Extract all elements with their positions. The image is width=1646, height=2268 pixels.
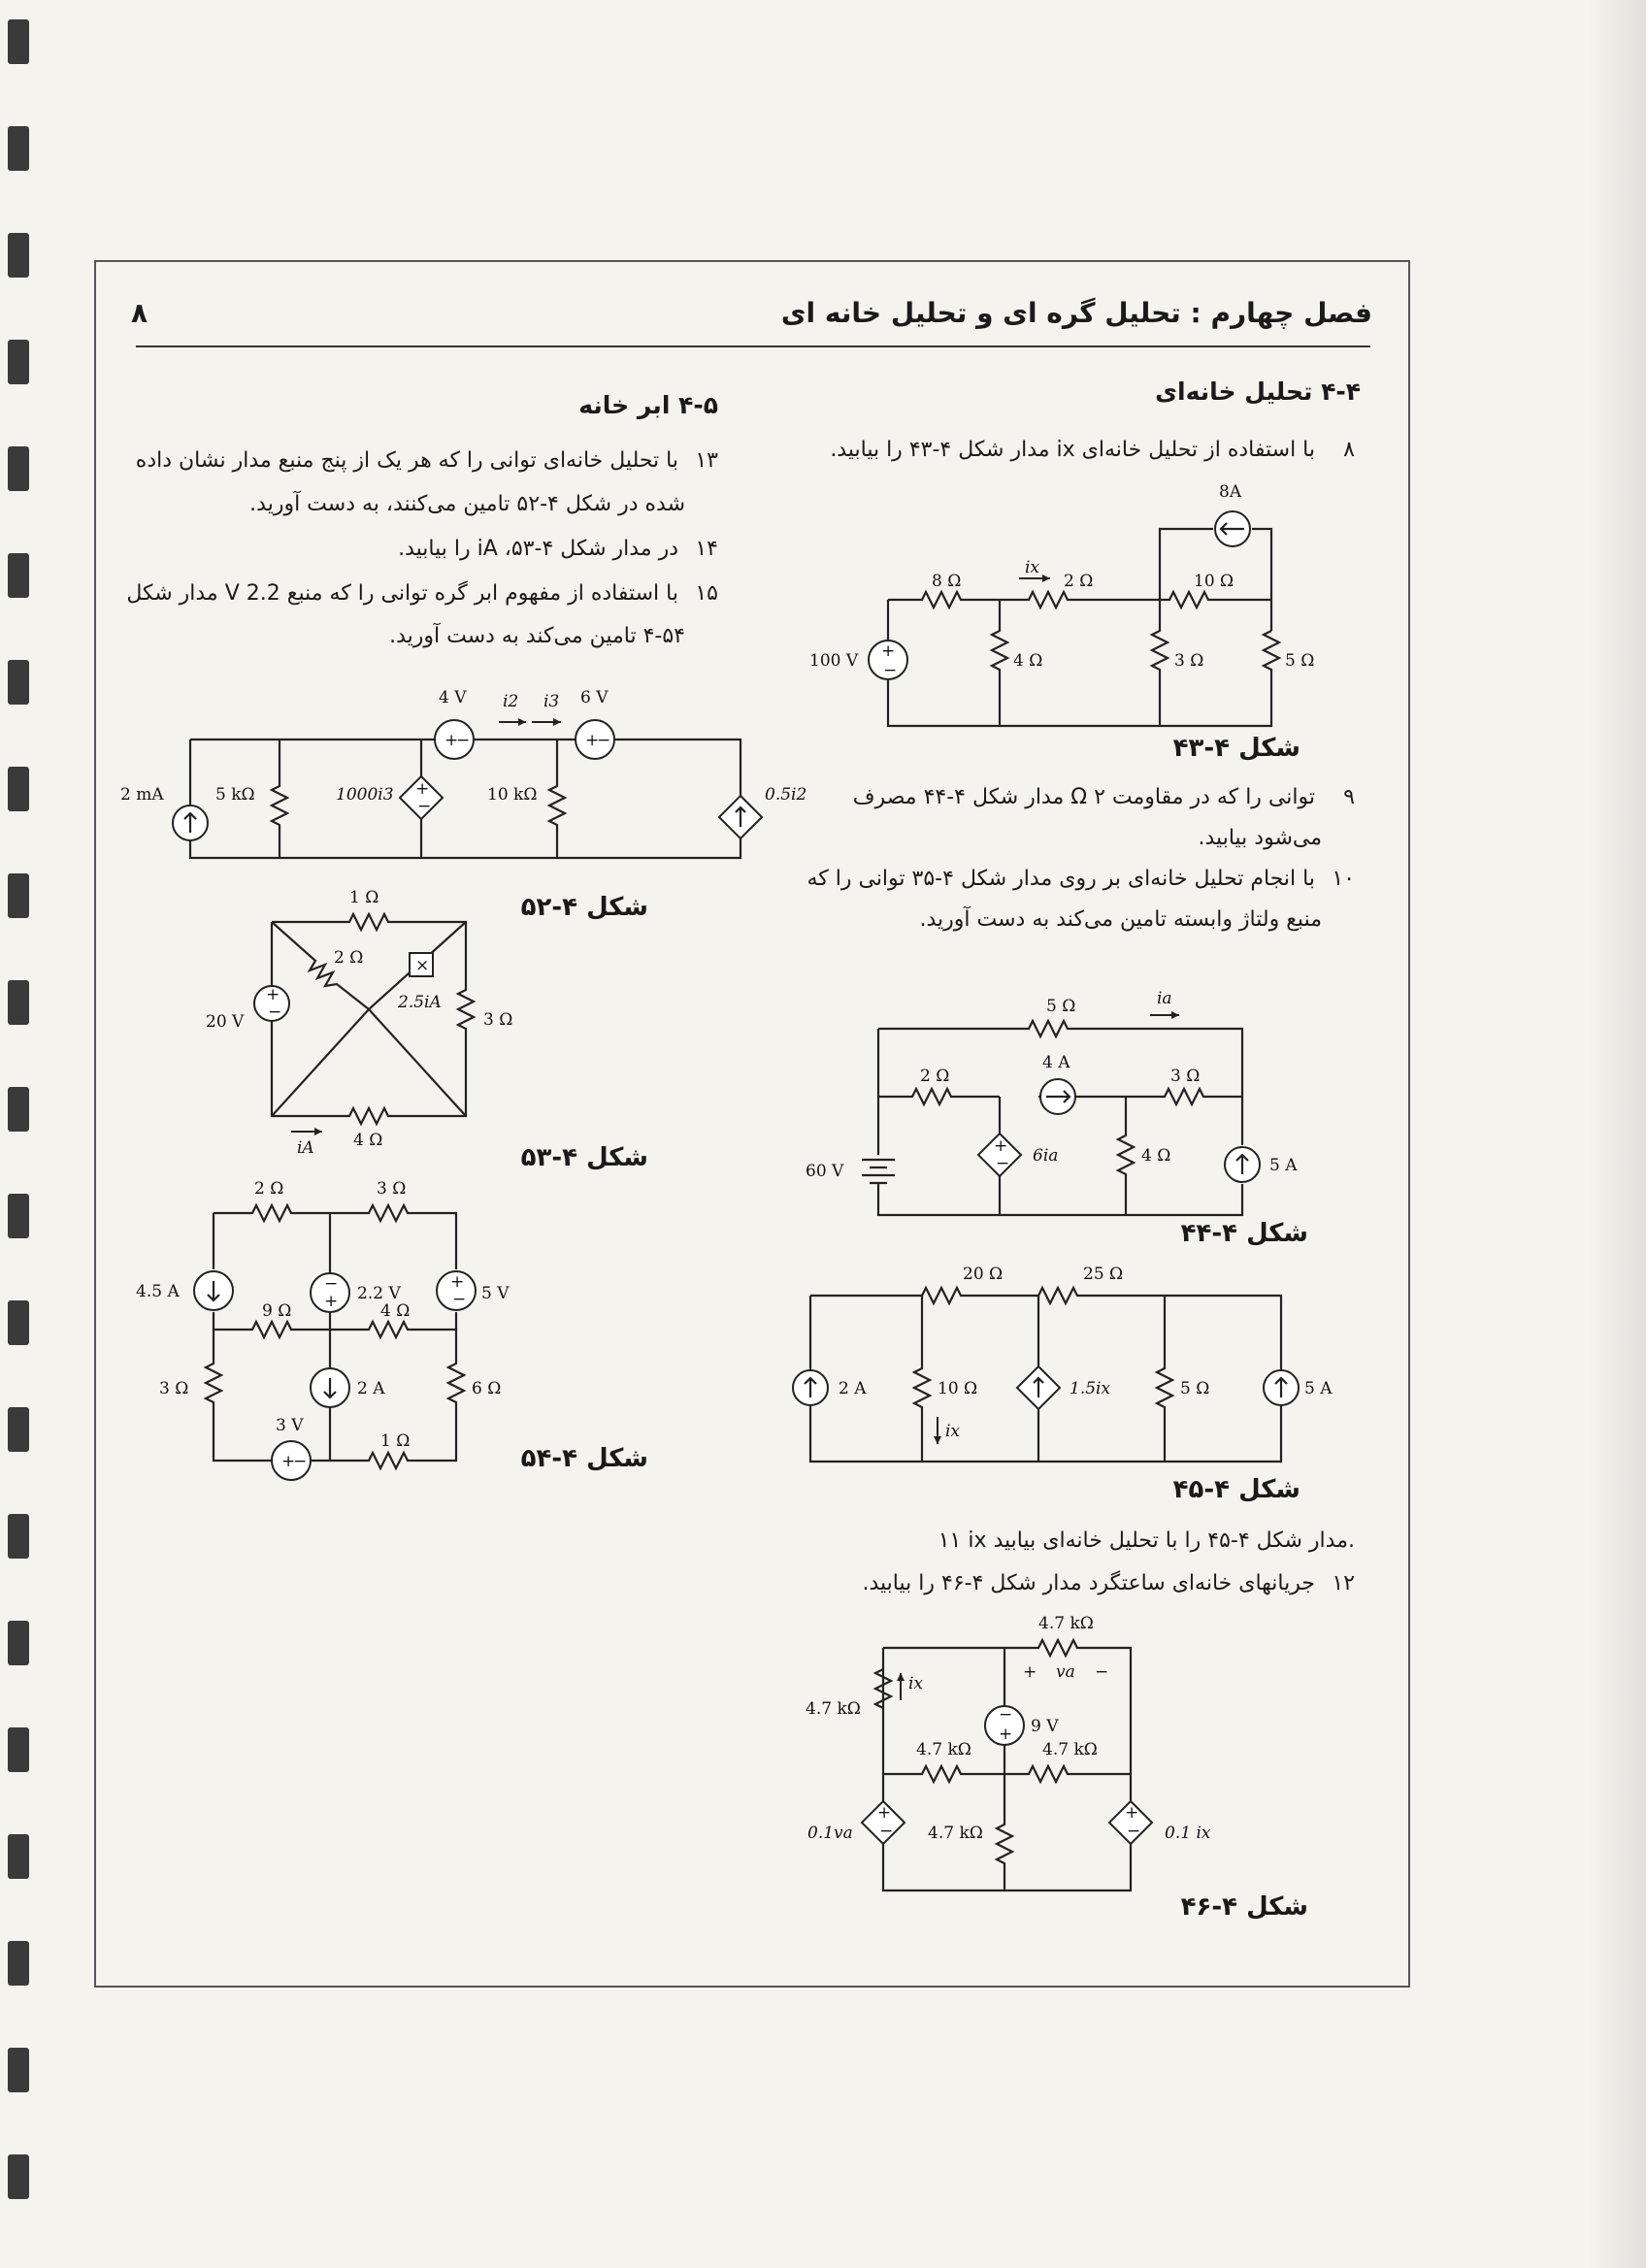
svg-text:+: + bbox=[281, 1452, 296, 1471]
label-4a: 4 A bbox=[1042, 1053, 1070, 1072]
label-r5: 5 Ω bbox=[1046, 997, 1076, 1016]
problem-number: ۱۰ bbox=[1332, 867, 1355, 891]
label-r2: 2 Ω bbox=[920, 1067, 950, 1086]
label-r8: 8 Ω bbox=[932, 572, 962, 591]
caption-fig-4-54: شکل ۴-۵۴ bbox=[520, 1444, 648, 1473]
label-i3: i3 bbox=[543, 692, 560, 711]
spiral-binding bbox=[8, 0, 33, 2268]
figure-4-45 bbox=[796, 1252, 1339, 1475]
label-r5: 5 Ω bbox=[1180, 1379, 1210, 1398]
label-r3-top: 3 Ω bbox=[377, 1179, 407, 1199]
problem-number: ۹ bbox=[1343, 785, 1355, 809]
svg-text:−: − bbox=[293, 1452, 308, 1471]
label-r2: 2 Ω bbox=[334, 948, 364, 968]
problem-14 bbox=[398, 530, 718, 569]
label-20v: 20 V bbox=[206, 1012, 245, 1032]
problem-number: ۱۱ bbox=[938, 1528, 962, 1553]
label-r3: 3 Ω bbox=[1174, 651, 1204, 671]
problem-text: با استفاده از مفهوم ابر گره توانی را که منبع 2.2 V مدار شکل bbox=[126, 581, 678, 606]
label-i2: i2 bbox=[503, 692, 519, 711]
label-r25: 25 Ω bbox=[1083, 1265, 1124, 1284]
label-r4: 4 Ω bbox=[353, 1131, 383, 1150]
figure-4-44 bbox=[796, 990, 1339, 1223]
label-6v: 6 V bbox=[580, 688, 609, 707]
label-8a: 8A bbox=[1219, 482, 1242, 502]
svg-text:−: − bbox=[1127, 1822, 1141, 1841]
label-r4: 4 Ω bbox=[1013, 651, 1043, 671]
section-title-mesh: ۴-۴ تحلیل خانه‌ای bbox=[1155, 378, 1361, 406]
svg-text:−: − bbox=[597, 731, 611, 750]
label-r6: 6 Ω bbox=[472, 1379, 502, 1398]
label-0-5i2: 0.5i2 bbox=[765, 785, 807, 805]
label-r10: 10 Ω bbox=[938, 1379, 978, 1398]
label-3v: 3 V bbox=[276, 1416, 304, 1435]
label-ix: ix bbox=[1025, 558, 1040, 577]
label-60v: 60 V bbox=[806, 1162, 844, 1181]
label-r1: 1 Ω bbox=[380, 1431, 411, 1451]
svg-text:+: + bbox=[266, 985, 280, 1004]
svg-text:−: − bbox=[456, 731, 471, 750]
svg-text:+: + bbox=[450, 1272, 465, 1292]
svg-text:−: − bbox=[879, 1822, 894, 1841]
label-2-5ia: 2.5iA bbox=[398, 993, 442, 1012]
problem-number: ۱۵ bbox=[695, 581, 718, 606]
label-5a: 5 A bbox=[1269, 1156, 1298, 1175]
label-ia: iA bbox=[297, 1138, 314, 1158]
label-minus: − bbox=[1095, 1662, 1109, 1682]
section-title-supermesh: ۴-۵ ابر خانه bbox=[578, 391, 718, 419]
problem-11 bbox=[928, 1522, 1355, 1561]
caption-fig-4-52: شکل ۴-۵۲ bbox=[520, 893, 648, 922]
caption-fig-4-53: شکل ۴-۵۳ bbox=[520, 1143, 648, 1172]
figure-4-52 bbox=[115, 679, 807, 873]
problem-13 bbox=[136, 442, 718, 480]
figure-4-46 bbox=[796, 1611, 1262, 1902]
label-r1: 1 Ω bbox=[349, 888, 379, 907]
svg-text:−: − bbox=[999, 1705, 1013, 1725]
label-r-mid1: 4.7 kΩ bbox=[916, 1740, 971, 1759]
svg-text:−: − bbox=[268, 1003, 282, 1022]
problem-9 bbox=[853, 778, 1355, 817]
label-va: va bbox=[1056, 1662, 1075, 1682]
label-4v: 4 V bbox=[439, 688, 467, 707]
label-r-top: 4.7 kΩ bbox=[1038, 1614, 1094, 1633]
label-6ia: 6ia bbox=[1033, 1146, 1059, 1166]
label-ia: ia bbox=[1157, 989, 1172, 1008]
problem-text: با استفاده از تحلیل خانه‌ای ix مدار شکل ۴-۴۳ را بیابید. bbox=[830, 438, 1315, 462]
problem-text: ix مدار شکل ۴-۴۵ را با تحلیل خانه‌ای بیابید. bbox=[968, 1528, 1355, 1553]
label-4-5a: 4.5 A bbox=[136, 1282, 180, 1301]
svg-text:+: + bbox=[1125, 1803, 1139, 1823]
header-rule bbox=[136, 345, 1370, 347]
svg-text:−: − bbox=[452, 1290, 467, 1309]
label-r2: 2 Ω bbox=[254, 1179, 284, 1199]
problem-10 bbox=[807, 860, 1355, 899]
label-2-2v: 2.2 V bbox=[357, 1284, 401, 1303]
label-r2: 2 Ω bbox=[1064, 572, 1094, 591]
svg-text:+: + bbox=[585, 731, 600, 750]
label-r9: 9 Ω bbox=[262, 1301, 292, 1321]
svg-text:+: + bbox=[999, 1725, 1013, 1744]
label-plus: + bbox=[1023, 1662, 1037, 1682]
svg-text:−: − bbox=[996, 1154, 1010, 1173]
svg-text:+: + bbox=[324, 1292, 339, 1311]
svg-text:+: + bbox=[881, 641, 896, 661]
label-ix: ix bbox=[945, 1422, 961, 1441]
problem-number: ۸ bbox=[1343, 438, 1355, 462]
problem-text: توانی را که در مقاومت Ω ۲ مدار شکل ۴-۴۴ مصرف bbox=[852, 785, 1315, 809]
svg-text:+: + bbox=[444, 731, 459, 750]
problem-15-line2: ۴-۵۴ تامین می‌کند به دست آورید. bbox=[389, 624, 685, 648]
label-5k: 5 kΩ bbox=[215, 785, 255, 805]
svg-text:+: + bbox=[877, 1803, 892, 1823]
label-r4: 4 Ω bbox=[1141, 1146, 1171, 1166]
page-number: ۸ bbox=[131, 297, 148, 329]
label-r-left: 4.7 kΩ bbox=[806, 1699, 861, 1719]
label-ix: ix bbox=[908, 1674, 924, 1693]
label-9v: 9 V bbox=[1031, 1717, 1059, 1736]
caption-fig-4-43: شکل ۴-۴۳ bbox=[1172, 734, 1300, 763]
label-2ma: 2 mA bbox=[120, 785, 164, 805]
label-r3: 3 Ω bbox=[483, 1010, 513, 1030]
label-r3: 3 Ω bbox=[159, 1379, 189, 1398]
chapter-title: فصل چهارم : تحلیل گره ای و تحلیل خانه ای bbox=[780, 297, 1372, 329]
caption-fig-4-45: شکل ۴-۴۵ bbox=[1172, 1475, 1300, 1504]
problem-number: ۱۲ bbox=[1332, 1571, 1355, 1595]
problem-8 bbox=[830, 431, 1355, 470]
problem-number: ۱۴ bbox=[695, 537, 718, 561]
problem-number: ۱۳ bbox=[695, 448, 718, 473]
svg-text:−: − bbox=[324, 1274, 339, 1294]
label-r-bm: 4.7 kΩ bbox=[928, 1824, 983, 1843]
problem-12 bbox=[863, 1564, 1356, 1603]
label-5v: 5 V bbox=[481, 1284, 510, 1303]
problem-text: در مدار شکل ۴-۵۳، iA را بیابید. bbox=[398, 537, 678, 561]
problem-text: با تحلیل خانه‌ای توانی را که هر یک از پنج منبع مدار نشان داده bbox=[135, 448, 678, 473]
label-0-1va: 0.1va bbox=[807, 1824, 853, 1843]
problem-15 bbox=[126, 575, 718, 613]
problem-10-line2: منبع ولتاژ وابسته تامین می‌کند به دست آورید. bbox=[919, 907, 1322, 932]
page-edge-shadow bbox=[1588, 0, 1646, 2268]
label-5a: 5 A bbox=[1304, 1379, 1333, 1398]
label-r5: 5 Ω bbox=[1285, 651, 1315, 671]
svg-text:×: × bbox=[415, 956, 430, 975]
svg-text:+: + bbox=[994, 1136, 1008, 1156]
label-r3: 3 Ω bbox=[1170, 1067, 1201, 1086]
svg-text:−: − bbox=[883, 661, 898, 680]
label-1000i3: 1000i3 bbox=[336, 785, 394, 805]
svg-text:+: + bbox=[415, 779, 430, 799]
caption-fig-4-46: شکل ۴-۴۶ bbox=[1180, 1892, 1308, 1922]
problem-9-line2: می‌شود بیابید. bbox=[1198, 826, 1322, 850]
label-10k: 10 kΩ bbox=[487, 785, 538, 805]
svg-text:−: − bbox=[417, 797, 432, 816]
label-r-mid2: 4.7 kΩ bbox=[1042, 1740, 1098, 1759]
figure-4-53 bbox=[194, 883, 543, 1158]
label-2a: 2 A bbox=[357, 1379, 385, 1398]
figure-4-43 bbox=[796, 482, 1339, 738]
label-r10: 10 Ω bbox=[1194, 572, 1234, 591]
label-r20: 20 Ω bbox=[963, 1265, 1004, 1284]
label-0-1ix: 0.1 ix bbox=[1165, 1824, 1211, 1843]
label-1-5ix: 1.5ix bbox=[1070, 1379, 1111, 1398]
problem-13-line2: شده در شکل ۴-۵۲ تامین می‌کنند، به دست آورید. bbox=[249, 492, 685, 516]
figure-4-54 bbox=[126, 1174, 534, 1485]
label-100v: 100 V bbox=[809, 651, 859, 671]
label-2a: 2 A bbox=[839, 1379, 867, 1398]
problem-text: جریانهای خانه‌ای ساعتگرد مدار شکل ۴-۴۶ را بیابید. bbox=[862, 1571, 1315, 1595]
problem-text: با انجام تحلیل خانه‌ای بر روی مدار شکل ۴-۳۵ توانی را که bbox=[807, 867, 1315, 891]
label-r4: 4 Ω bbox=[380, 1301, 411, 1321]
caption-fig-4-44: شکل ۴-۴۴ bbox=[1180, 1219, 1308, 1248]
